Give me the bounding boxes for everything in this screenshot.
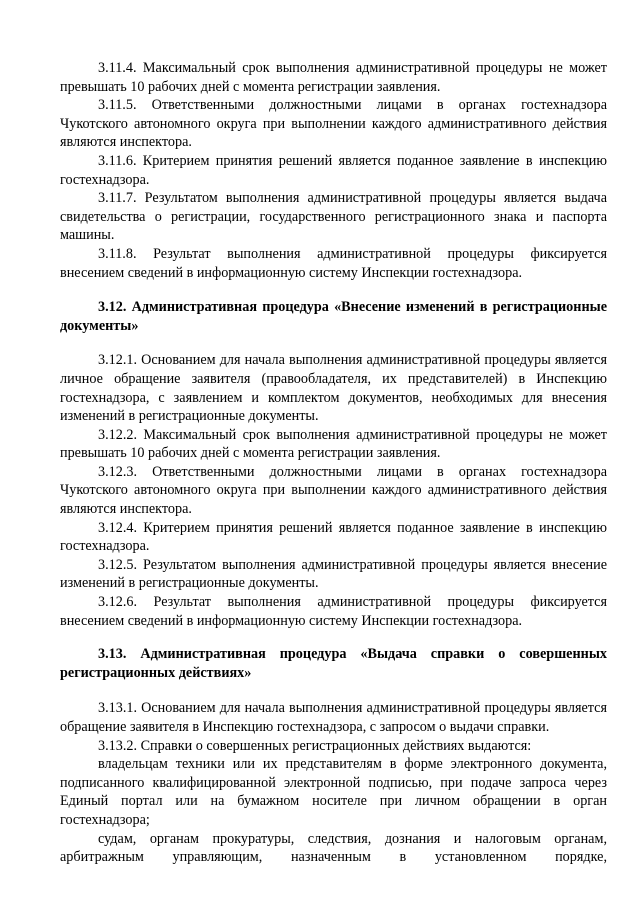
paragraph-3-13-2: 3.13.2. Справки о совершенных регистрационных действиях выдаются:	[98, 737, 532, 754]
paragraph-3-12-1: 3.12.1. Основанием для начала выполнения административной процедуры является личное обращение заявителя (правообладателя, их представителей) в Инспекцию гостехнадзора, с заявлением и комплектом документов, необходимых для внесения изменений в регистрационные документы.	[60, 352, 607, 425]
section-heading-3-12: 3.12. Административная процедура «Внесение изменений в регистрационные документы»	[60, 299, 607, 334]
list-item-courts: судам, органам прокуратуры, следствия, дознания и налоговым органам, арбитражным управляющим, назначенным в установленном порядке,	[60, 830, 607, 866]
paragraph-3-13-1: 3.13.1. Основанием для начала выполнения административной процедуры является обращение заявителя в Инспекцию гостехнадзора, с запросом о выдачи справки.	[60, 700, 607, 735]
paragraph-3-12-6: 3.12.6. Результат выполнения административной процедуры фиксируется внесением сведений в информационную систему Инспекции гостехнадзора.	[60, 594, 607, 629]
section-heading-3-13: 3.13. Административная процедура «Выдача справки о совершенных регистрационных действиях»	[60, 646, 607, 681]
paragraph-3-12-4: 3.12.4. Критерием принятия решений является поданное заявление в инспекцию гостехнадзора.	[60, 519, 607, 555]
paragraph-3-11-7: 3.11.7. Результатом выполнения административной процедуры является выдача свидетельства о регистрации, государственного регистрационного знака и паспорта машины.	[60, 190, 607, 244]
paragraph-3-11-6: 3.11.6. Критерием принятия решений является поданное заявление в инспекцию гостехнадзора.	[60, 152, 607, 188]
paragraph-3-11-8: 3.11.8. Результат выполнения административной процедуры фиксируется внесением сведений в информационную систему Инспекции гостехнадзора.	[60, 245, 607, 281]
list-item-owners: владельцам техники или их представителям в форме электронного документа, подписанного квалифицированной электронной подписью, при подаче запроса через Единый портал или на бумажном носителе при личном обращении в орган гостехнадзора;	[60, 756, 607, 828]
paragraph-3-11-5: 3.11.5. Ответственными должностными лицами в органах гостехнадзора Чукотского автономного округа при выполнении каждого административного действия являются инспектора.	[60, 97, 607, 151]
paragraph-3-11-4: 3.11.4. Максимальный срок выполнения административной процедуры не может превышать 10 рабочих дней с момента регистрации заявления.	[60, 60, 607, 95]
paragraph-3-12-3: 3.12.3. Ответственными должностными лицами в органах гостехнадзора Чукотского автономного округа при выполнении каждого административного действия являются инспектора.	[60, 463, 607, 518]
paragraph-3-12-2: 3.12.2. Максимальный срок выполнения административной процедуры не может превышать 10 рабочих дней с момента регистрации заявления.	[60, 426, 607, 462]
paragraph-3-12-5: 3.12.5. Результатом выполнения административной процедуры является внесение изменений в регистрационные документы.	[60, 556, 607, 592]
